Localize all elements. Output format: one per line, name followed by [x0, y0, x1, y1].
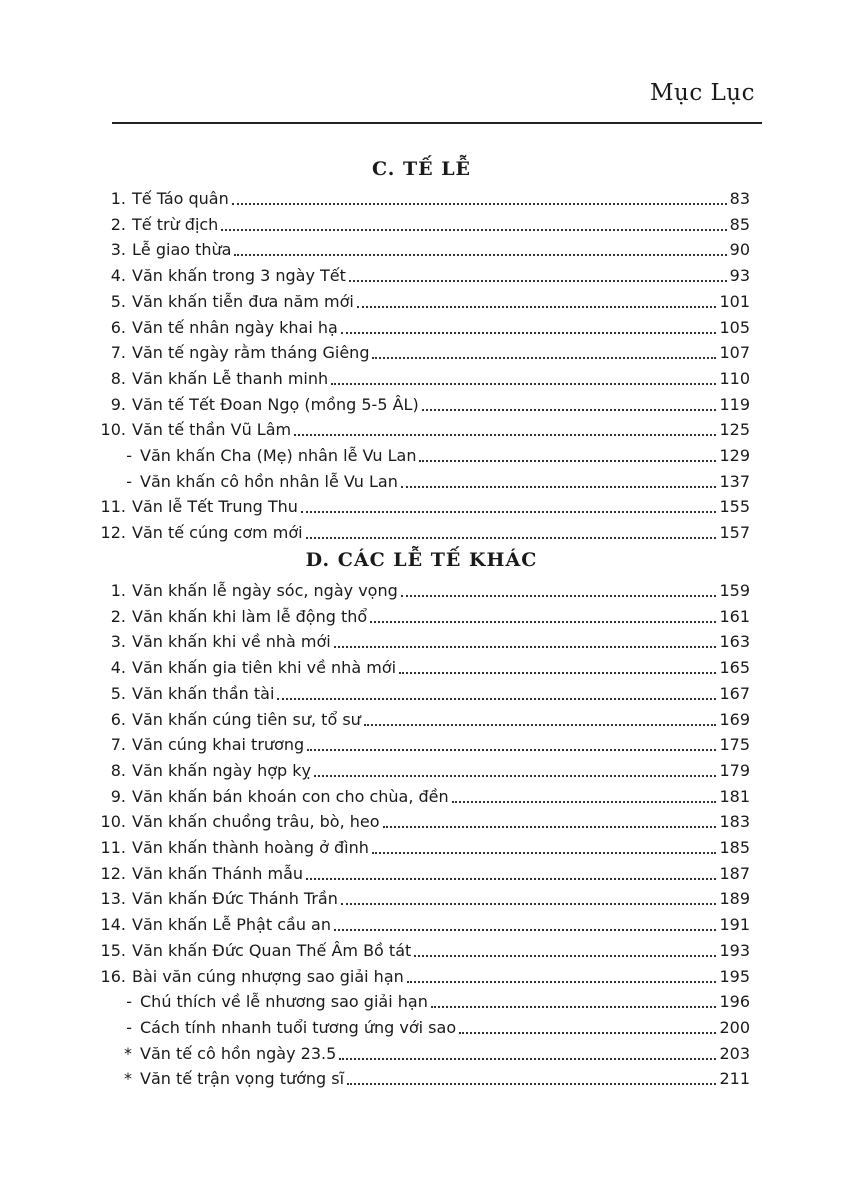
entry-title: Văn tế thần Vũ Lâm [132, 420, 292, 440]
toc-entry[interactable] [100, 338, 750, 364]
entry-title: Văn khấn ngày hợp kỵ [132, 760, 311, 780]
section-heading: D. CÁC LỄ TẾ KHÁC [305, 549, 538, 571]
dot-leader [349, 280, 727, 282]
section-heading: C. TẾ LỄ [371, 158, 472, 180]
dot-leader [452, 801, 717, 803]
entry-title: Văn tế Tết Đoan Ngọ (mồng 5-5 ÂL) [132, 394, 419, 414]
entry-title: Văn tế trận vọng tướng sĩ [140, 1069, 345, 1089]
entry-number: 5. [110, 291, 126, 311]
dot-leader [383, 826, 717, 828]
entry-title: Chú thích về lễ nhương sao giải hạn [140, 992, 428, 1012]
entry-number: * [124, 1069, 132, 1089]
dot-leader [370, 621, 716, 623]
toc-entry[interactable] [100, 313, 750, 339]
dot-leader [294, 434, 716, 436]
dot-leader [234, 254, 726, 256]
entry-page-number: 193 [719, 940, 750, 960]
entry-page-number: 157 [719, 523, 750, 543]
entry-title: Văn khấn thần tài [132, 683, 275, 703]
entry-page-number: 90 [729, 240, 750, 260]
entry-page-number: 187 [719, 863, 750, 883]
toc-entry[interactable] [100, 833, 750, 859]
entry-number: 15. [100, 940, 126, 960]
toc-entry[interactable] [100, 415, 750, 441]
entry-number: - [126, 1017, 132, 1037]
dot-leader [334, 929, 716, 931]
entry-number: 7. [110, 735, 126, 755]
entry-page-number: 129 [719, 446, 750, 465]
entry-title: Văn tế nhân ngày khai hạ [132, 317, 338, 337]
toc-entry[interactable] [100, 936, 750, 962]
toc-entry[interactable] [100, 962, 750, 988]
entry-number: 14. [100, 915, 126, 935]
dot-leader [372, 852, 717, 854]
entry-page-number: 203 [719, 1043, 750, 1063]
dot-leader [306, 878, 716, 880]
entry-title: Văn tế cúng cơm mới [132, 523, 303, 543]
entry-page-number: 93 [729, 266, 750, 286]
dot-leader [221, 229, 726, 231]
entry-number: 10. [100, 420, 126, 440]
entry-title: Bài văn cúng nhượng sao giải hạn [132, 966, 404, 986]
toc-entry[interactable] [100, 518, 750, 544]
entry-number: 8. [110, 368, 126, 388]
dot-leader [419, 460, 716, 462]
entry-page-number: 181 [719, 786, 750, 806]
toc-entry[interactable] [100, 467, 750, 493]
dot-leader [401, 595, 717, 597]
entry-title: Văn khấn cúng tiên sư, tổ sư [132, 709, 361, 729]
dot-leader [334, 646, 717, 648]
entry-title: Tế Táo quân [132, 189, 229, 208]
entry-number: * [124, 1043, 132, 1063]
entry-number: 11. [100, 838, 126, 857]
entry-title: Văn khấn khi làm lễ động thổ [132, 606, 368, 626]
entry-page-number: 83 [729, 189, 750, 208]
entry-number: 4. [110, 266, 126, 286]
entry-page-number: 200 [719, 1017, 750, 1037]
entry-page-number: 101 [719, 291, 750, 311]
dot-leader [431, 1006, 717, 1008]
entry-title: Văn khấn Thánh mẫu [132, 863, 304, 883]
entry-title: Văn khấn thành hoàng ở đình [132, 838, 369, 857]
dot-leader [407, 981, 717, 983]
toc-entry[interactable] [100, 576, 750, 602]
toc-entry[interactable] [100, 910, 750, 936]
entry-number: - [126, 992, 132, 1012]
entry-title: Văn khấn tiễn đưa năm mới [132, 291, 354, 311]
entry-title: Văn cúng khai trương [132, 735, 305, 755]
toc-entry[interactable] [100, 705, 750, 731]
entry-title: Văn khấn gia tiên khi về nhà mới [132, 658, 397, 678]
entry-number: 12. [100, 523, 126, 543]
entry-number: 9. [110, 394, 126, 414]
entry-number: 12. [100, 863, 126, 883]
entry-title: Văn khấn cô hồn nhân lễ Vu Lan [140, 471, 398, 491]
dot-leader [341, 903, 717, 905]
dot-leader [339, 1058, 716, 1060]
entry-title: Văn khấn khi về nhà mới [132, 632, 331, 652]
entry-page-number: 196 [719, 992, 750, 1012]
entry-number: 6. [110, 317, 126, 337]
dot-leader [372, 357, 716, 359]
entry-number: - [126, 446, 132, 465]
toc-entry[interactable] [100, 235, 750, 261]
entry-title: Văn khấn Đức Quan Thế Âm Bồ tát [132, 940, 412, 960]
entry-page-number: 179 [719, 760, 750, 780]
toc-entry[interactable] [100, 492, 750, 518]
entry-title: Cách tính nhanh tuổi tương ứng với sao [140, 1017, 457, 1037]
entry-page-number: 107 [719, 343, 750, 363]
entry-title: Văn tế ngày rằm tháng Giêng [132, 343, 370, 363]
dot-leader [401, 486, 717, 488]
entry-title: Tế trừ địch [132, 214, 219, 234]
entry-page-number: 155 [719, 497, 750, 517]
entry-title: Văn khấn Đức Thánh Trần [132, 889, 338, 909]
entry-page-number: 167 [719, 683, 750, 703]
entry-number: 4. [110, 658, 126, 678]
entry-page-number: 85 [729, 214, 750, 234]
toc-entry[interactable] [100, 782, 750, 808]
toc-entry[interactable] [100, 287, 750, 313]
entry-page-number: 125 [719, 420, 750, 440]
toc-entry[interactable] [100, 627, 750, 653]
entry-title: Văn khấn bán khoán con cho chùa, đền [132, 786, 449, 806]
toc-entry[interactable] [100, 653, 750, 679]
dot-leader [314, 775, 716, 777]
toc-entry[interactable] [100, 1064, 750, 1090]
dot-leader [414, 955, 716, 957]
dot-leader [331, 383, 716, 385]
dot-leader [399, 672, 716, 674]
toc-entry[interactable] [100, 1039, 750, 1065]
dot-leader [306, 537, 717, 539]
entry-number: 2. [110, 606, 126, 626]
entry-title: Lễ giao thừa [132, 240, 232, 260]
entry-page-number: 165 [719, 658, 750, 678]
toc-entry[interactable] [100, 1013, 750, 1039]
dot-leader [232, 203, 727, 205]
entry-number: 5. [110, 683, 126, 703]
entry-page-number: 211 [719, 1069, 750, 1089]
toc-entry[interactable] [100, 390, 750, 416]
entry-page-number: 191 [719, 915, 750, 935]
entry-title: Văn khấn Lễ Phật cầu an [132, 915, 331, 935]
dot-leader [364, 724, 717, 726]
entry-page-number: 119 [719, 394, 750, 414]
entry-number: 10. [100, 812, 126, 832]
toc-entry[interactable] [100, 756, 750, 782]
header-rule [112, 122, 762, 124]
toc-entry[interactable] [100, 859, 750, 885]
entry-number: 6. [110, 709, 126, 729]
entry-page-number: 161 [719, 606, 750, 626]
entry-number: 9. [110, 786, 126, 806]
dot-leader [341, 332, 717, 334]
entry-page-number: 185 [719, 838, 750, 857]
entry-title: Văn khấn lễ ngày sóc, ngày vọng [132, 581, 398, 600]
entry-title: Văn khấn chuồng trâu, bò, heo [132, 812, 380, 832]
toc-entry[interactable] [100, 679, 750, 705]
entry-page-number: 159 [719, 581, 750, 600]
entry-page-number: 195 [719, 966, 750, 986]
entry-page-number: 163 [719, 632, 750, 652]
entry-page-number: 137 [719, 471, 750, 491]
entry-page-number: 189 [719, 889, 750, 909]
entry-number: 16. [100, 966, 126, 986]
entry-number: 3. [110, 240, 126, 260]
entry-title: Văn khấn Cha (Mẹ) nhân lễ Vu Lan [140, 446, 417, 465]
entry-page-number: 105 [719, 317, 750, 337]
toc-entry[interactable] [100, 987, 750, 1013]
toc-entry[interactable] [100, 441, 750, 467]
toc-entry[interactable] [100, 602, 750, 628]
toc-entry[interactable] [100, 184, 750, 210]
toc-entry[interactable] [100, 210, 750, 236]
entry-number: - [126, 471, 132, 491]
entry-page-number: 169 [719, 709, 750, 729]
dot-leader [301, 511, 717, 513]
dot-leader [422, 409, 717, 411]
entry-number: 7. [110, 343, 126, 363]
entry-title: Văn tế cô hồn ngày 23.5 [140, 1043, 337, 1063]
toc-entry[interactable] [100, 884, 750, 910]
entry-page-number: 110 [719, 368, 750, 388]
entry-title: Văn khấn trong 3 ngày Tết [132, 266, 346, 286]
entry-title: Văn khấn Lễ thanh minh [132, 368, 329, 388]
dot-leader [347, 1083, 716, 1085]
toc-entry[interactable] [100, 261, 750, 287]
running-title: Mục Lục [649, 80, 755, 106]
entry-title: Văn lễ Tết Trung Thu [132, 497, 298, 517]
entry-number: 3. [110, 632, 126, 652]
entry-page-number: 183 [719, 812, 750, 832]
toc-entry[interactable] [100, 364, 750, 390]
entry-page-number: 175 [719, 735, 750, 755]
entry-number: 8. [110, 760, 126, 780]
entry-number: 2. [110, 214, 126, 234]
entry-number: 1. [110, 581, 126, 600]
entry-number: 1. [110, 189, 126, 208]
entry-number: 11. [100, 497, 126, 517]
dot-leader [357, 306, 717, 308]
dot-leader [307, 749, 716, 751]
entry-number: 13. [100, 889, 126, 909]
dot-leader [277, 698, 716, 700]
toc-entry[interactable] [100, 807, 750, 833]
toc-entry[interactable] [100, 730, 750, 756]
dot-leader [459, 1032, 716, 1034]
